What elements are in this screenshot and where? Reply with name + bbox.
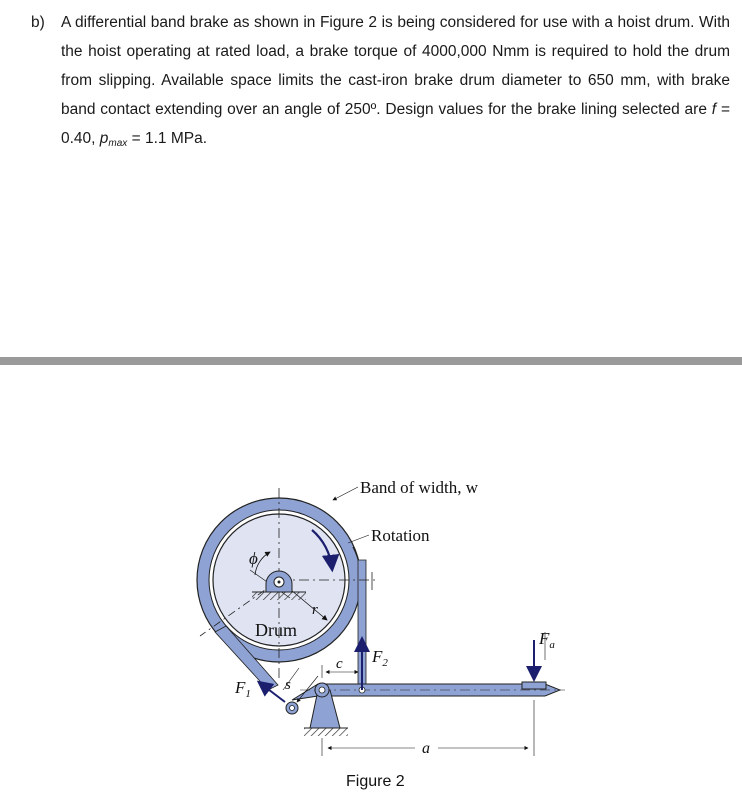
- problem-text-3: = 1.1 MPa.: [127, 130, 208, 147]
- s-label: s: [285, 677, 291, 693]
- figure-caption: Figure 2: [346, 773, 405, 790]
- friction-symbol: f: [711, 101, 717, 118]
- F2-label: $F_2$: [372, 647, 388, 669]
- Fa-label: $F_a$: [539, 629, 555, 651]
- band-leader: [333, 487, 358, 500]
- F1-label: $F_1$: [235, 678, 251, 700]
- figure-2: [0, 365, 742, 796]
- pressure-symbol: p: [99, 130, 109, 147]
- rotation-label: Rotation: [371, 526, 430, 545]
- pressure-subscript: max: [108, 138, 128, 149]
- band-label: Band of width, w: [360, 478, 479, 497]
- problem-statement: [25, 8, 730, 158]
- problem-text-2: = 0.40,: [61, 101, 730, 147]
- problem-text-1: A differential band brake as shown in Figure 2 is being considered for use with a hoist drum. With the hoist operating at rated load, a brake torque of 4000,000 Nmm is required to hold the drum from slipping. Available space limits the cast-iron brake drum diameter to 650 mm, with brake band contact extending over an angle of 250º. Design values for the brake lining selected are: [61, 14, 730, 118]
- band-brake-diagram: [0, 365, 742, 796]
- phi-label: ϕ: [249, 549, 258, 568]
- problem-text: [61, 8, 730, 158]
- r-label: r: [312, 602, 318, 618]
- drum-label: Drum: [255, 620, 297, 640]
- problem-label: b): [31, 14, 45, 31]
- a-label: a: [422, 740, 430, 757]
- section-divider: [0, 357, 742, 365]
- brake-lever: [292, 682, 565, 700]
- c-label: c: [336, 656, 343, 672]
- rotation-leader: [348, 535, 369, 543]
